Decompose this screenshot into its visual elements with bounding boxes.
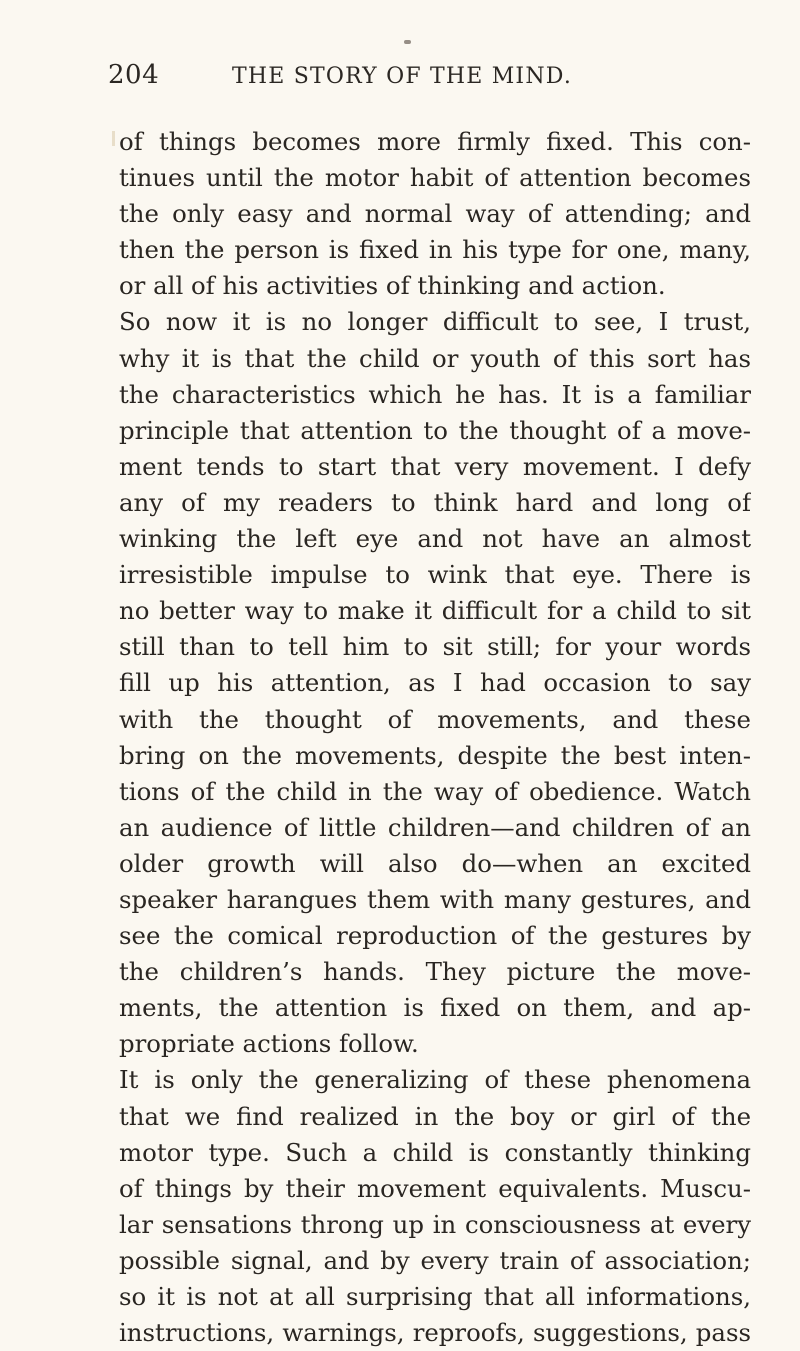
text-line: speaker harangues them with many gestures, and: [119, 884, 751, 914]
text-line: bring on the movements, despite the best inten-: [119, 740, 751, 770]
text-line: the only easy and normal way of attending; and: [119, 199, 751, 229]
text-line: with the thought of movements, and these: [119, 704, 751, 734]
text-line: motor type. Such a child is constantly thinking: [119, 1137, 751, 1167]
text-line: that we find realized in the boy or girl of the: [119, 1101, 751, 1131]
text-line: the children’s hands. They picture the move-: [119, 957, 751, 987]
text-line: ments, the attention is fixed on them, and ap-: [119, 993, 751, 1023]
text-line: no better way to make it difficult for a child to sit: [119, 596, 751, 626]
text-line: irresistible impulse to wink that eye. There is: [119, 560, 751, 590]
text-line: principle that attention to the thought of a move-: [119, 415, 751, 445]
page-number: 204: [108, 60, 160, 90]
text-line: winking the left eye and not have an almost: [119, 524, 751, 554]
text-line: then the person is fixed in his type for one, many,: [119, 235, 751, 265]
text-line: It is only the generalizing of these phenomena: [119, 1065, 751, 1095]
text-line: of things by their movement equivalents. Muscu-: [119, 1173, 751, 1203]
text-line: the characteristics which he has. It is a familiar: [119, 379, 751, 409]
text-line: ment tends to start that very movement. I defy: [119, 451, 751, 481]
text-line: So now it is no longer difficult to see, I trust,: [119, 307, 751, 337]
text-line: still than to tell him to sit still; for your words: [119, 632, 751, 662]
text-line: lar sensations throng up in consciousness at every: [119, 1209, 751, 1239]
text-line: fill up his attention, as I had occasion to say: [119, 668, 751, 698]
body-text: [119, 124, 751, 1351]
running-head: THE STORY OF THE MIND.: [232, 64, 573, 89]
text-line: why it is that the child or youth of this sort has: [119, 343, 751, 373]
text-line: of things becomes more firmly fixed. This con-: [119, 127, 751, 156]
text-line: tions of the child in the way of obedience. Watch: [119, 776, 751, 806]
text-line: an audience of little children—and children of an: [119, 812, 751, 842]
text-line: instructions, warnings, reproofs, suggestions, pass: [119, 1318, 751, 1348]
text-line: older growth will also do—when an excited: [119, 848, 751, 878]
text-line: any of my readers to think hard and long of: [119, 487, 751, 517]
text-line: possible signal, and by every train of association;: [119, 1245, 751, 1275]
ink-speck: [404, 40, 411, 44]
margin-mark: [112, 131, 115, 146]
text-line: so it is not at all surprising that all informations,: [119, 1282, 751, 1311]
text-line: tinues until the motor habit of attention becomes: [119, 163, 751, 193]
page-header: [108, 58, 728, 102]
text-line: propriate actions follow.: [119, 1029, 419, 1059]
text-line: or all of his activities of thinking and action.: [119, 271, 666, 301]
text-line: see the comical reproduction of the gestures by: [119, 921, 751, 951]
